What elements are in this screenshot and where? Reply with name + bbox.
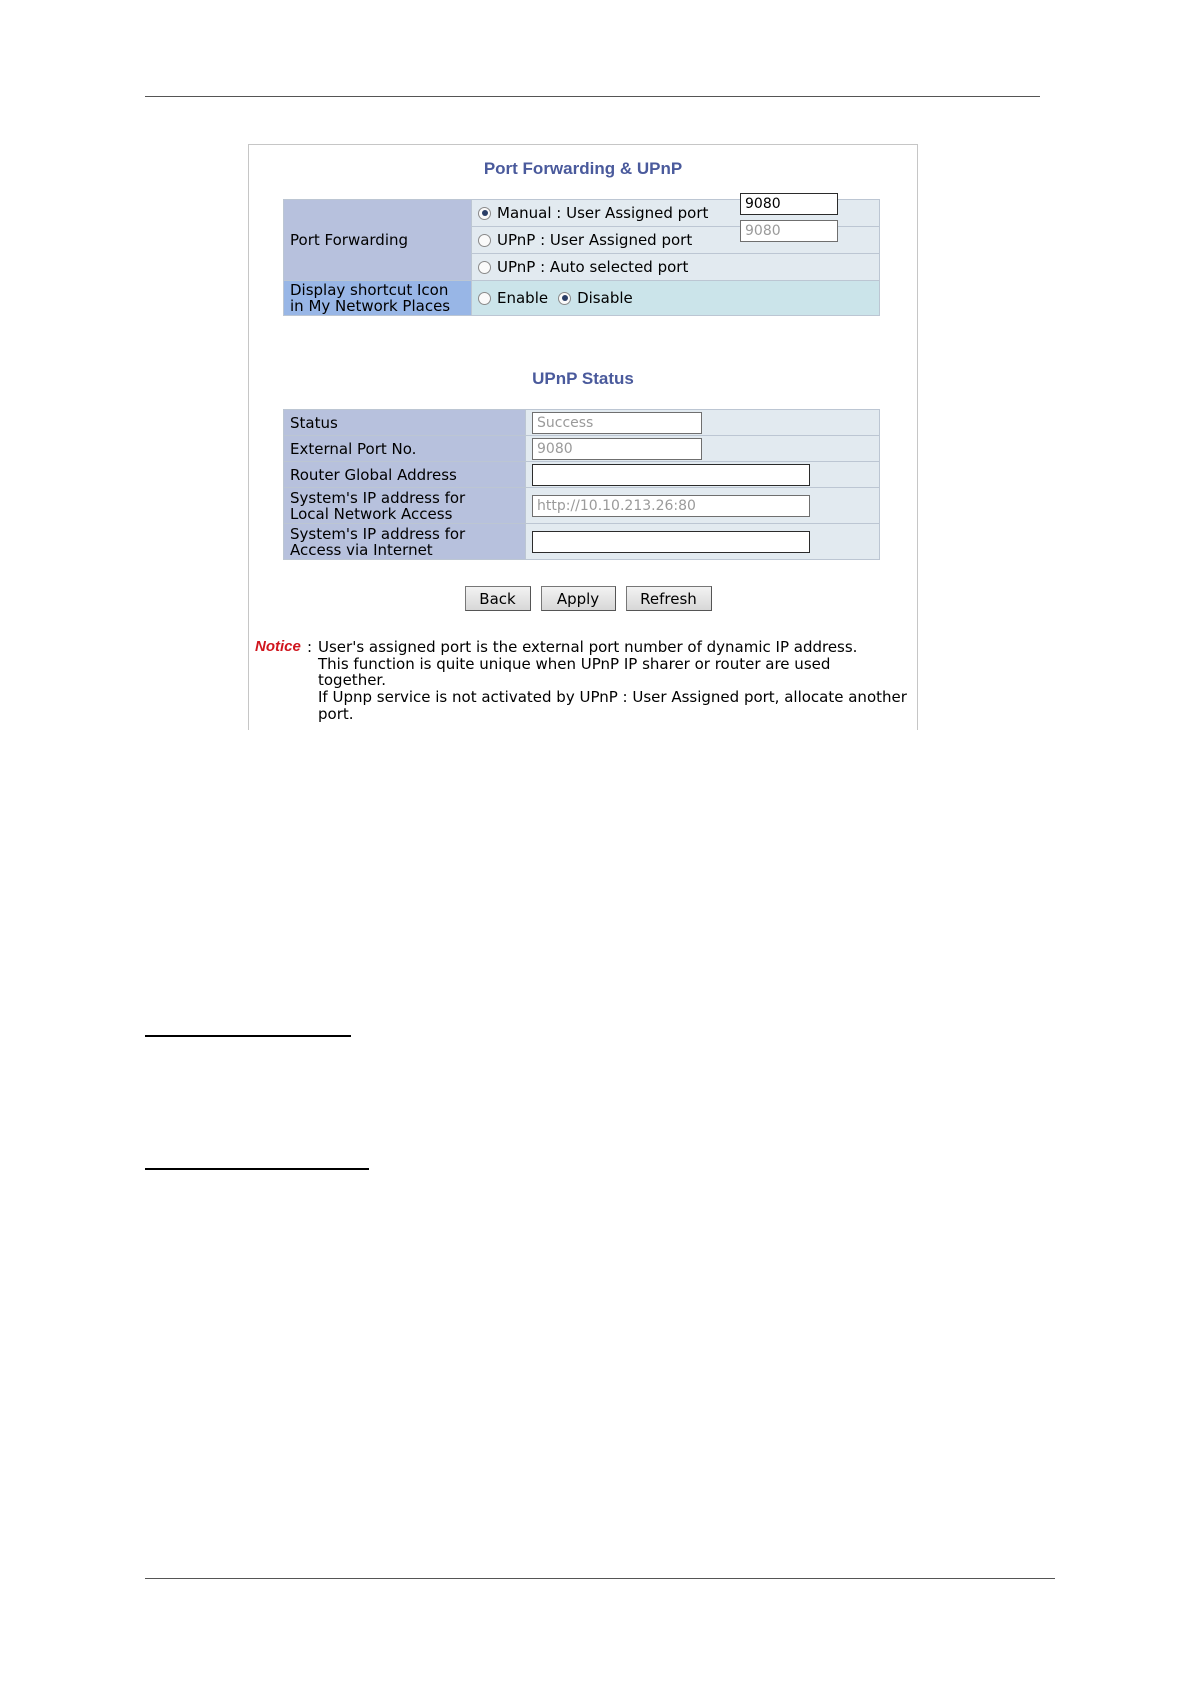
- status-field: Success: [532, 412, 702, 434]
- refresh-button[interactable]: Refresh: [626, 586, 712, 611]
- section-underline-2: [145, 1168, 369, 1170]
- notice-line: If Upnp service is not activated by UPnP : User Assigned port, allocate another: [318, 688, 907, 707]
- upnp-auto-radio[interactable]: [478, 261, 491, 274]
- local-ip-label-line1: System's IP address for: [290, 488, 466, 507]
- upnp-user-radio[interactable]: [478, 234, 491, 247]
- footer-rule: [145, 1578, 1055, 1579]
- upnp-auto-label: UPnP : Auto selected port: [497, 258, 689, 276]
- internet-ip-cell: [526, 524, 880, 560]
- enable-radio[interactable]: [478, 292, 491, 305]
- section-underline-1: [145, 1035, 351, 1037]
- local-ip-cell: [526, 488, 880, 524]
- external-port-label: External Port No.: [284, 436, 526, 462]
- shortcut-label: [284, 281, 472, 316]
- status-value-cell: [526, 410, 880, 436]
- upnp-user-port-input: 9080: [740, 220, 838, 242]
- port-forwarding-table: [283, 196, 880, 316]
- status-title: UPnP Status: [532, 369, 634, 388]
- internet-ip-label-line1: System's IP address for: [290, 524, 466, 543]
- disable-label: Disable: [577, 289, 633, 307]
- back-button[interactable]: Back: [465, 586, 531, 611]
- port-forwarding-panel: [248, 144, 918, 730]
- internet-ip-field[interactable]: [532, 531, 810, 553]
- manual-label: Manual : User Assigned port: [497, 204, 709, 222]
- local-ip-label: [284, 488, 526, 524]
- notice-text: [318, 639, 918, 723]
- local-ip-label-line2: Local Network Access: [290, 504, 453, 523]
- notice-line: together.: [318, 671, 386, 690]
- shortcut-label-line1: Display shortcut Icon: [290, 281, 449, 299]
- port-forwarding-label: Port Forwarding: [284, 200, 472, 281]
- shortcut-options: [472, 281, 880, 316]
- status-label: Status: [284, 410, 526, 436]
- apply-button[interactable]: Apply: [541, 586, 616, 611]
- notice-label: Notice: [255, 638, 301, 655]
- internet-ip-label: [284, 524, 526, 560]
- disable-radio[interactable]: [558, 292, 571, 305]
- external-port-cell: [526, 436, 880, 462]
- button-bar: [249, 586, 917, 611]
- manual-port-input[interactable]: 9080: [740, 193, 838, 215]
- external-port-field: 9080: [532, 438, 702, 460]
- header-rule: [145, 96, 1040, 97]
- upnp-user-label: UPnP : User Assigned port: [497, 231, 693, 249]
- router-address-label: Router Global Address: [284, 462, 526, 488]
- status-table: [283, 409, 880, 560]
- enable-label: Enable: [497, 289, 549, 307]
- router-address-cell: [526, 462, 880, 488]
- local-ip-field: http://10.10.213.26:80: [532, 495, 810, 517]
- notice-colon: :: [307, 638, 313, 656]
- notice-line: User's assigned port is the external port number of dynamic IP address.: [318, 638, 858, 656]
- option-upnp-auto-row: [472, 254, 880, 281]
- internet-ip-label-line2: Access via Internet: [290, 540, 433, 559]
- manual-radio[interactable]: [478, 207, 491, 220]
- shortcut-label-line2: in My Network Places: [290, 297, 451, 315]
- router-address-field[interactable]: [532, 464, 810, 486]
- notice-line: This function is quite unique when UPnP IP sharer or router are used: [318, 654, 831, 673]
- option-upnp-user-row: [472, 223, 880, 254]
- panel-title: Port Forwarding & UPnP: [483, 159, 683, 178]
- notice-line: port.: [318, 704, 354, 723]
